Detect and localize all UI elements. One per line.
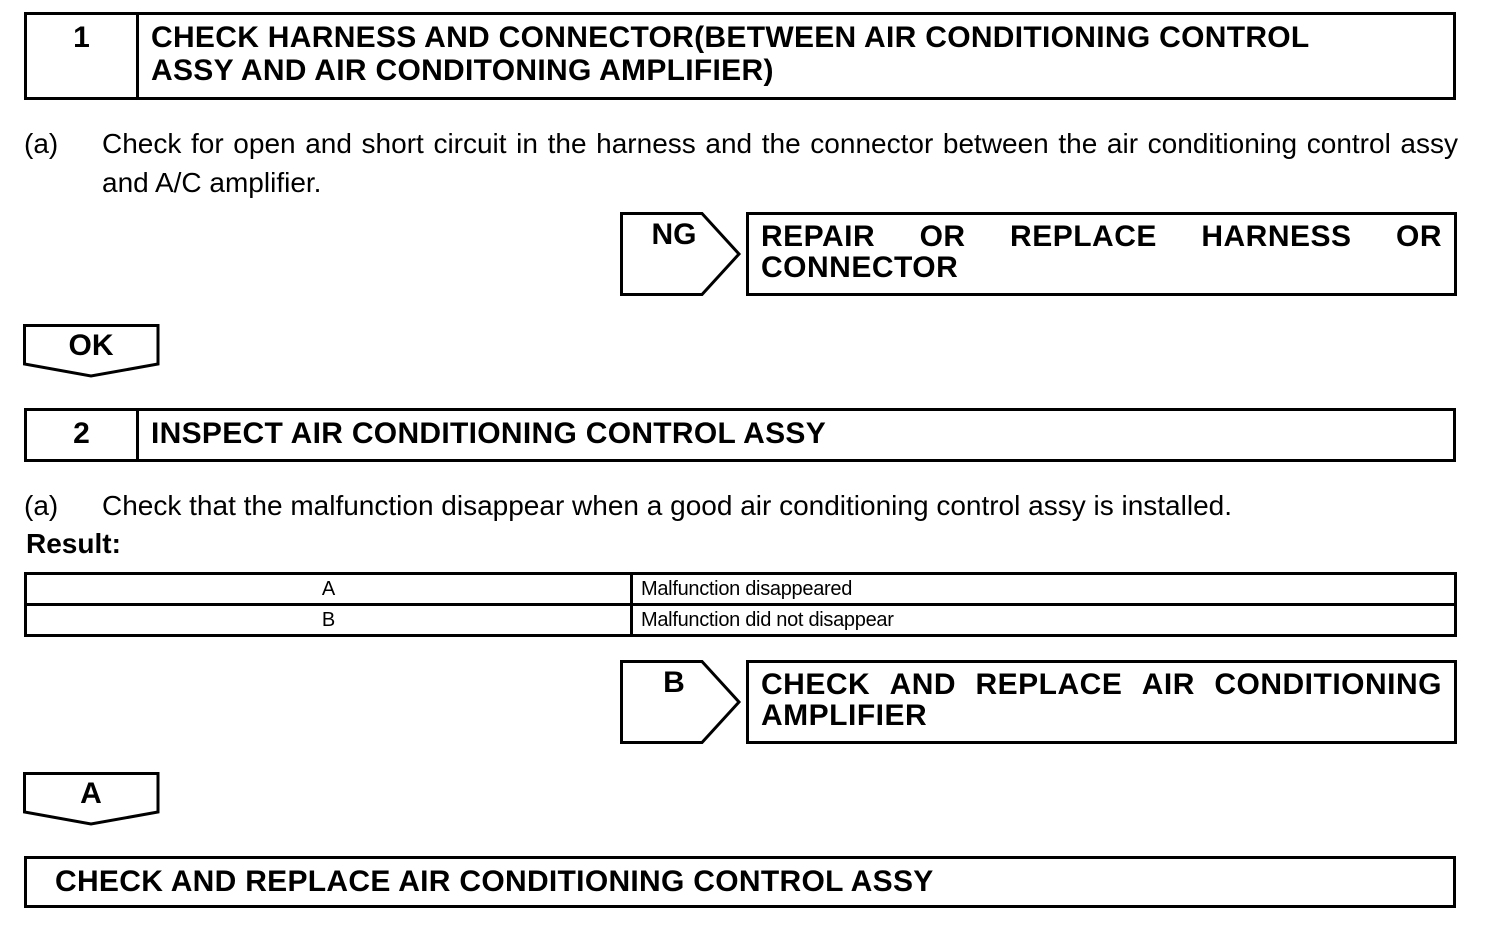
step-2-title: INSPECT AIR CONDITIONING CONTROL ASSY	[151, 417, 827, 450]
table-row	[26, 605, 1456, 636]
b-arrow-tag	[620, 660, 742, 744]
table-row	[26, 574, 1456, 605]
step-1-title	[139, 15, 1453, 97]
step-2-sub-label: (a)	[24, 490, 59, 521]
b-action-line2: AMPLIFIER	[761, 699, 928, 732]
ng-label: NG	[651, 218, 697, 251]
result-code: A	[26, 574, 632, 605]
b-action-word: CHECK	[761, 668, 871, 701]
ng-action-line2: CONNECTOR	[761, 251, 959, 284]
ok-label: OK	[68, 329, 114, 362]
result-desc: Malfunction disappeared	[632, 574, 1456, 605]
ng-action-word: HARNESS	[1201, 220, 1352, 253]
a-down-tag	[23, 772, 161, 826]
b-action-word: AND	[889, 668, 957, 701]
step-1-sub-text: Check for open and short circuit in the harness and the connector between the air conditioning control assy and A/C amplifier.	[102, 128, 1458, 198]
step-2-header	[24, 408, 1456, 462]
ng-action-word: REPLACE	[1010, 220, 1157, 253]
b-action-word: CONDITIONING	[1214, 668, 1442, 701]
result-code: B	[26, 605, 632, 636]
b-label: B	[663, 666, 685, 699]
step-1-sub-label: (a)	[24, 128, 59, 159]
result-table	[24, 572, 1457, 637]
ng-action-line1	[761, 221, 1442, 252]
step-1-number: 1	[27, 15, 139, 97]
b-action-word: AIR	[1141, 668, 1195, 701]
result-label: Result:	[26, 528, 121, 559]
b-action-box	[746, 660, 1457, 744]
final-action-box	[24, 856, 1456, 908]
ng-action-word: REPAIR	[761, 220, 876, 253]
step-1-instruction	[24, 124, 1458, 204]
b-action-word: REPLACE	[975, 668, 1123, 701]
a-label: A	[80, 777, 102, 810]
final-action-text: CHECK AND REPLACE AIR CONDITIONING CONTROL ASSY	[55, 865, 934, 898]
result-desc: Malfunction did not disappear	[632, 605, 1456, 636]
step-1-header	[24, 12, 1456, 100]
step-1-title-line2: ASSY AND AIR CONDITONING AMPLIFIER)	[151, 54, 774, 87]
ng-action-word: OR	[1396, 220, 1442, 253]
b-action-line1	[761, 669, 1442, 700]
ng-arrow-tag	[620, 212, 742, 296]
step-2-instruction	[24, 486, 1458, 526]
ok-down-tag	[23, 324, 161, 378]
step-1-title-line1: CHECK HARNESS AND CONNECTOR(BETWEEN AIR CONDITIONING CONTROL	[151, 21, 1310, 54]
ng-action-box	[746, 212, 1457, 296]
ng-action-word: OR	[919, 220, 966, 253]
step-2-number: 2	[27, 411, 139, 459]
step-2-sub-text: Check that the malfunction disappear when a good air conditioning control assy is installed.	[102, 490, 1232, 521]
